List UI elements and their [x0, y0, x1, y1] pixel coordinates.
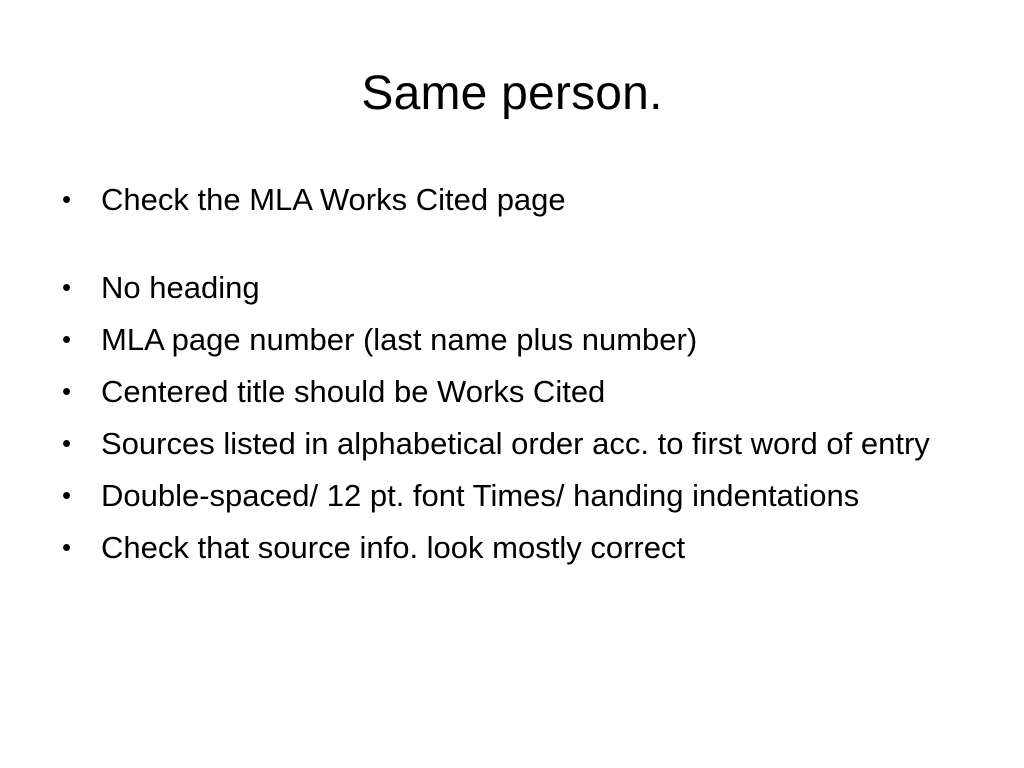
bullet-text: Double-spaced/ 12 pt. font Times/ handing indentations [101, 478, 860, 513]
bullet-text: No heading [101, 270, 260, 305]
bullet-item [62, 424, 962, 463]
bullet-item [62, 528, 962, 567]
bullet-icon: • [62, 272, 72, 302]
bullet-icon: • [62, 428, 72, 458]
slide-title: Same person. [361, 67, 663, 120]
bullet-text: Check the MLA Works Cited page [101, 182, 566, 217]
bullet-icon: • [62, 480, 72, 510]
bullet-list [62, 180, 962, 580]
bullet-text: Centered title should be Works Cited [101, 374, 606, 409]
bullet-item [62, 180, 962, 219]
bullet-item [62, 476, 962, 515]
bullet-item [62, 268, 962, 307]
bullet-item [62, 320, 962, 359]
bullet-icon: • [62, 324, 72, 354]
bullet-text: Sources listed in alphabetical order acc. to first word of entry [101, 426, 930, 461]
bullet-text: MLA page number (last name plus number) [101, 322, 698, 357]
bullet-text: Check that source info. look mostly correct [101, 530, 686, 565]
bullet-icon: • [62, 184, 72, 214]
bullet-icon: • [62, 532, 72, 562]
bullet-icon: • [62, 376, 72, 406]
bullet-item [62, 372, 962, 411]
